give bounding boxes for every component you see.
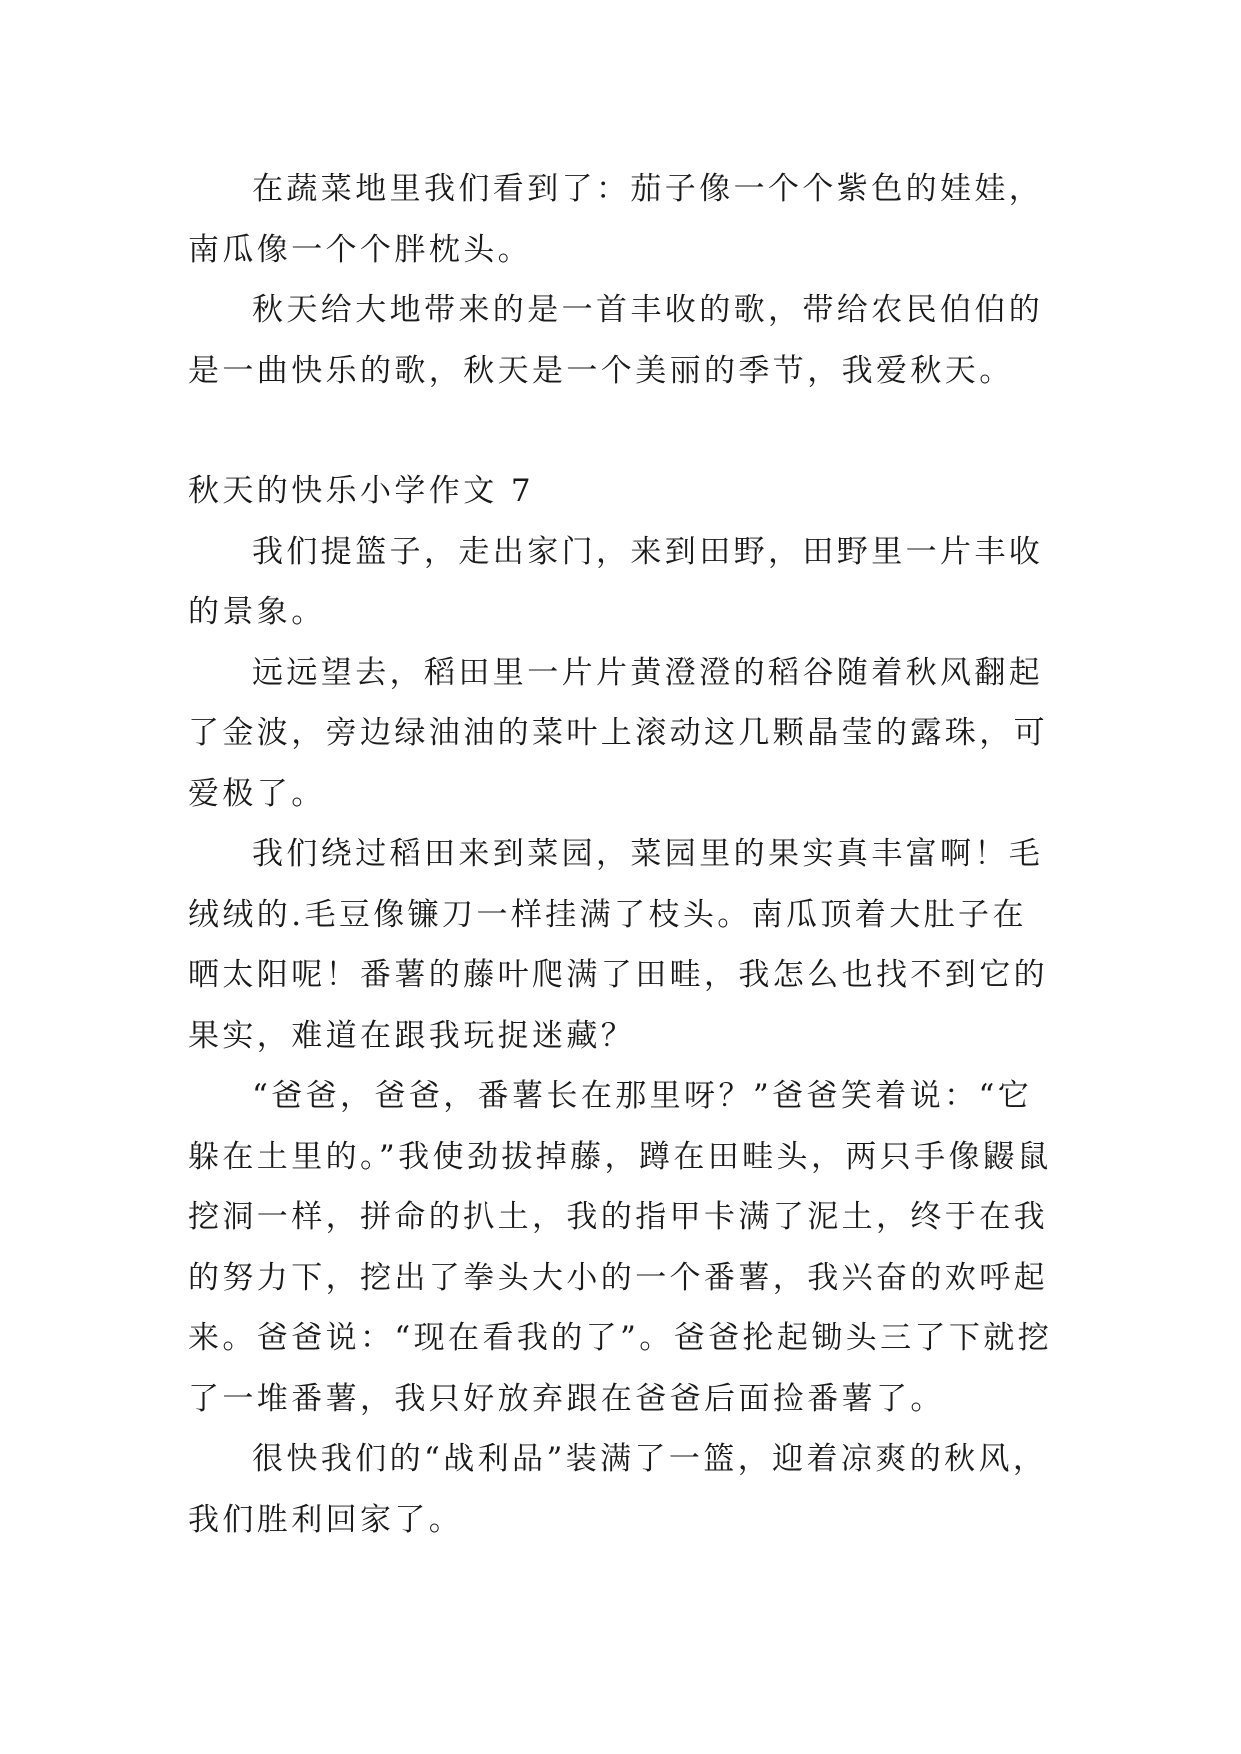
paragraph-vegetable-plot: 我们绕过稻田来到菜园，菜园里的果实真丰富啊！毛绒绒的.毛豆像镰刀一样挂满了枝头。南瓜顶着大肚子在晒太阳呢！番薯的藤叶爬满了田畦，我怎么也找不到它的果实，难道在跟我玩捉迷藏？ [188, 836, 1048, 1054]
document-body [188, 159, 1053, 1550]
paragraph-vegetable-garden: 在蔬菜地里我们看到了：茄子像一个个紫色的娃娃，南瓜像一个个胖枕头。 [188, 171, 1044, 268]
paragraph-returning-home: 很快我们的“战利品”装满了一篮，迎着凉爽的秋风，我们胜利回家了。 [188, 1441, 1048, 1538]
paragraph-digging-sweet-potato: “爸爸，爸爸，番薯长在那里呀？”爸爸笑着说：“它躲在土里的。”我使劲拔掉藤，蹲在田畦头，两只手像鼹鼠挖洞一样，拼命的扒土，我的指甲卡满了泥土，终于在我的努力下，挖出了拳头大小的一个番薯，我兴奋的欢呼起来。爸爸说：“现在看我的了”。爸爸抡起锄头三了下就挖了一堆番薯，我只好放弃跟在爸爸后面捡番薯了。 [188, 1078, 1053, 1417]
paragraph-rice-field: 远远望去，稻田里一片片黄澄澄的稻谷随着秋风翻起了金波，旁边绿油油的菜叶上滚动这几颗晶莹的露珠，可爱极了。 [188, 654, 1048, 812]
essay-title: 秋天的快乐小学作文 7 [188, 473, 534, 509]
paragraph-autumn-song: 秋天给大地带来的是一首丰收的歌，带给农民伯伯的是一曲快乐的歌，秋天是一个美丽的季节，我爱秋天。 [188, 292, 1044, 389]
paragraph-going-to-field: 我们提篮子，走出家门，来到田野，田野里一片丰收的景象。 [188, 533, 1044, 630]
